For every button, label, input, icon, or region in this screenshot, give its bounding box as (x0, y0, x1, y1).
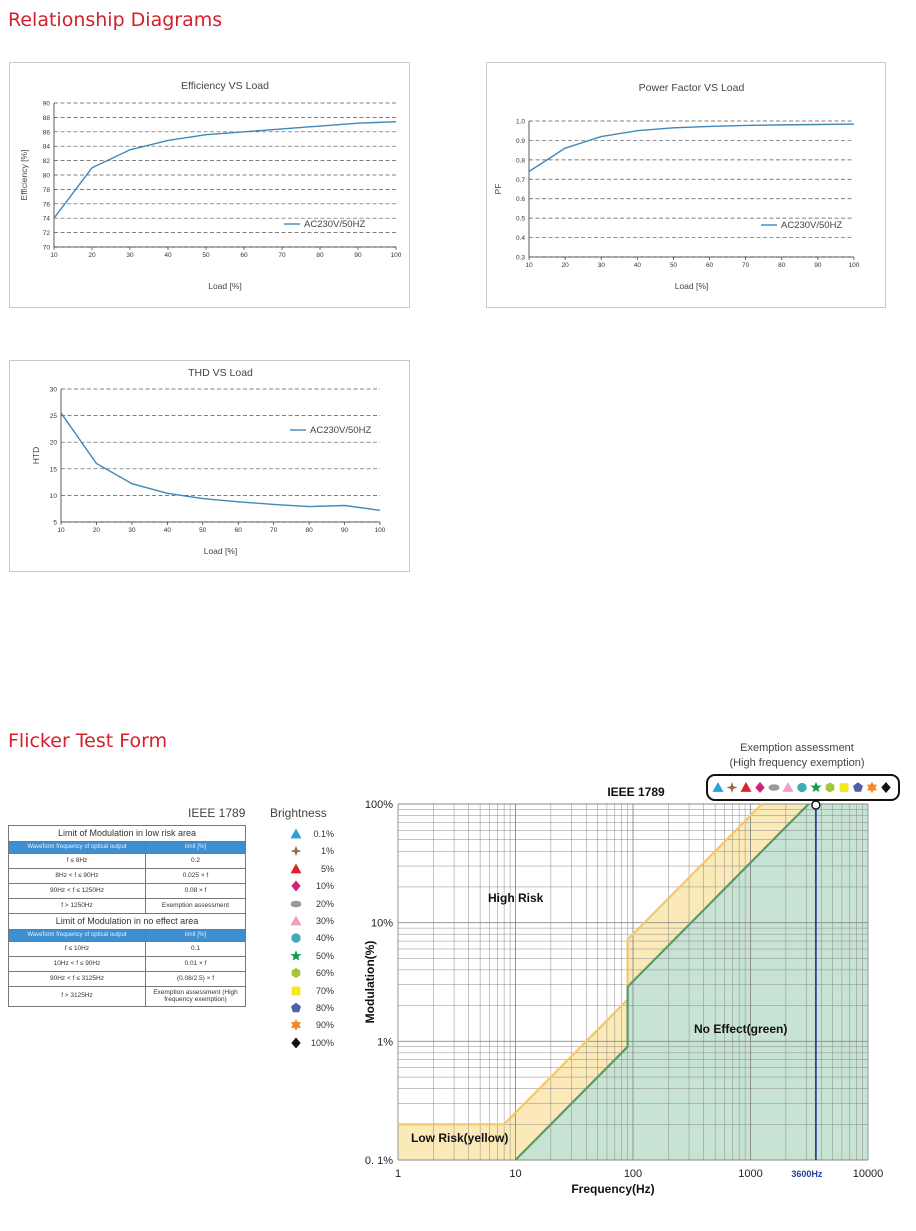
col-header-frequency: Waveform frequency of optical output (9, 842, 146, 854)
x-tick-label: 10 (57, 527, 65, 534)
brightness-item (286, 983, 342, 1000)
exemption-title-line2: (High frequency exemption) (729, 757, 865, 769)
y-tick-label: 80 (42, 172, 50, 180)
y-tick-label: 10 (49, 492, 57, 500)
y-tick-label: 74 (42, 215, 50, 223)
ieee-1789-chart (356, 780, 896, 1200)
brightness-item (286, 965, 342, 982)
x-tick-label: 10 (50, 252, 58, 259)
high-risk-label: High Risk (488, 891, 544, 905)
table-cell: f ≤ 8Hz (9, 854, 146, 869)
brightness-item (286, 948, 342, 965)
brightness-label: 10% (315, 881, 334, 892)
power-factor-chart-panel (486, 62, 886, 308)
x-tick-label: 100 (848, 262, 860, 269)
x-tick-label: 40 (633, 262, 641, 269)
ieee-chart-title: IEEE 1789 (607, 785, 665, 799)
relationship-diagrams-title: Relationship Diagrams (8, 9, 223, 31)
y-tick-label: 10% (370, 917, 393, 930)
y-tick-label: 0. 1% (364, 1155, 393, 1167)
table-cell: f > 1250Hz (9, 899, 146, 914)
no-effect-table-title: Limit of Modulation in no effect area (9, 914, 246, 930)
brightness-label: 90% (315, 1020, 334, 1031)
brightness-item (286, 1017, 342, 1034)
brightness-symbol (288, 844, 304, 858)
brightness-marker-icon (291, 915, 302, 925)
x-tick-label: 10000 (852, 1168, 884, 1180)
brightness-item (286, 878, 342, 895)
x-tick-label: 20 (92, 527, 101, 534)
y-axis-label: HTD (31, 446, 41, 465)
x-tick-label: 90 (814, 262, 822, 269)
table-cell: 0.2 (146, 854, 246, 869)
x-tick-label: 30 (126, 252, 134, 259)
chart-title: Power Factor VS Load (638, 82, 745, 94)
brightness-marker-icon (292, 968, 301, 978)
thd-chart-panel (9, 360, 410, 572)
y-tick-label: 0.8 (515, 157, 525, 165)
brightness-label: 5% (320, 863, 334, 874)
low-risk-table-title: Limit of Modulation in low risk area (9, 826, 246, 842)
no-effect-label: No Effect(green) (694, 1022, 788, 1036)
legend-label: AC230V/50HZ (781, 220, 843, 231)
x-tick-label: 30 (597, 262, 605, 269)
x-tick-label: 50 (199, 527, 207, 534)
x-tick-label: 80 (778, 262, 786, 269)
brightness-marker-icon (291, 900, 302, 907)
brightness-marker-icon (291, 829, 302, 839)
brightness-marker-icon (292, 986, 301, 995)
x-tick-label: 30 (128, 527, 136, 534)
brightness-symbol (288, 1001, 304, 1015)
exemption-title-line1: Exemption assessment (740, 742, 854, 754)
x-tick-label: 70 (742, 262, 750, 269)
x-tick-label: 50 (202, 252, 210, 259)
flicker-limits-table (8, 825, 246, 1007)
table-cell: 90Hz < f ≤ 1250Hz (9, 884, 146, 899)
efficiency-chart (10, 63, 409, 307)
x-tick-label: 100 (390, 252, 402, 259)
brightness-item (286, 826, 342, 843)
y-tick-label: 86 (42, 129, 50, 137)
table-cell: (0.08/2.5) × f (146, 972, 246, 987)
y-tick-label: 0.9 (515, 137, 525, 145)
x-tick-label: 10 (525, 262, 533, 269)
y-tick-label: 25 (49, 413, 57, 421)
y-tick-label: 0.3 (515, 254, 525, 262)
y-axis-label: Efficiency [%] (19, 149, 29, 201)
table-cell: f > 3125Hz (9, 987, 146, 1007)
y-tick-label: 76 (42, 201, 50, 209)
y-tick-label: 5 (53, 519, 57, 527)
brightness-label: 80% (315, 1002, 334, 1013)
brightness-legend (286, 826, 342, 1052)
y-tick-label: 84 (42, 143, 50, 151)
legend-label: AC230V/50HZ (304, 219, 366, 230)
brightness-label: 40% (315, 933, 334, 944)
brightness-label: 50% (315, 950, 334, 961)
brightness-symbol (288, 914, 304, 928)
y-tick-label: 0.4 (515, 235, 525, 243)
low-risk-label: Low Risk(yellow) (411, 1131, 509, 1145)
brightness-marker-icon (291, 950, 302, 960)
x-tick-label: 90 (340, 527, 349, 534)
y-tick-label: 78 (42, 186, 50, 194)
x-tick-label: 60 (240, 252, 248, 259)
series-line (529, 124, 854, 171)
brightness-title: Brightness (270, 806, 327, 820)
table-cell: 10Hz < f ≤ 90Hz (9, 957, 146, 972)
x-tick-label: 40 (163, 527, 171, 534)
x-tick-label: 10 (509, 1168, 522, 1180)
brightness-label: 100% (310, 1037, 334, 1048)
y-axis-label: Modulation(%) (363, 940, 377, 1024)
table-cell: 0.01 × f (146, 957, 246, 972)
efficiency-chart-panel (9, 62, 410, 308)
y-tick-label: 0.6 (515, 196, 525, 204)
y-tick-label: 0.7 (515, 176, 525, 184)
y-tick-label: 72 (42, 230, 50, 238)
x-axis-label: Load [%] (674, 281, 709, 291)
y-tick-label: 82 (42, 158, 50, 166)
y-tick-label: 88 (42, 114, 50, 122)
y-tick-label: 0.5 (515, 215, 525, 223)
x-axis-label: Load [%] (208, 281, 242, 291)
brightness-marker-icon (291, 1020, 301, 1032)
x-tick-label: 80 (305, 527, 313, 534)
power-factor-chart (487, 63, 885, 307)
brightness-marker-icon (291, 934, 300, 943)
brightness-label: 30% (315, 915, 334, 926)
x-tick-label: 20 (561, 262, 569, 269)
y-tick-label: 70 (42, 244, 50, 252)
flicker-test-form-title: Flicker Test Form (8, 730, 168, 752)
brightness-item (286, 930, 342, 947)
x-tick-label: 40 (164, 252, 172, 259)
col-header-limit: limit [%] (146, 842, 246, 854)
y-tick-label: 20 (49, 439, 57, 447)
brightness-label: 20% (315, 898, 334, 909)
table-cell: 0.08 × f (146, 884, 246, 899)
marker-label: 3600Hz (791, 1169, 823, 1179)
y-tick-label: 1% (377, 1036, 393, 1049)
x-tick-label: 70 (278, 252, 286, 259)
table-cell: 90Hz < f ≤ 3125Hz (9, 972, 146, 987)
table-cell: Exemption assessment (146, 899, 246, 914)
exemption-title (712, 741, 882, 771)
brightness-label: 0.1% (313, 829, 334, 839)
brightness-symbol (288, 1036, 304, 1050)
x-tick-label: 70 (270, 527, 278, 534)
brightness-item (286, 1035, 342, 1052)
ieee-1789-label: IEEE 1789 (188, 806, 246, 820)
x-tick-label: 60 (234, 527, 242, 534)
table-cell: 0.025 × f (146, 869, 246, 884)
brightness-symbol (288, 966, 304, 980)
brightness-label: 60% (315, 968, 334, 979)
y-tick-label: 90 (42, 100, 50, 108)
x-tick-label: 80 (316, 252, 324, 259)
x-tick-label: 100 (374, 527, 386, 534)
y-tick-label: 15 (49, 466, 57, 474)
brightness-item (286, 913, 342, 930)
y-tick-label: 1.0 (515, 118, 525, 126)
y-axis-label: PF (493, 183, 503, 195)
brightness-marker-icon (291, 863, 302, 873)
brightness-symbol (288, 949, 304, 963)
x-tick-label: 50 (669, 262, 678, 269)
table-cell: f ≤ 10Hz (9, 942, 146, 957)
brightness-item (286, 896, 342, 913)
y-tick-label: 30 (49, 386, 57, 394)
table-cell: 0.1 (146, 942, 246, 957)
col-header-limit: limit [%] (146, 930, 246, 942)
brightness-label: 70% (315, 985, 334, 996)
brightness-symbol (288, 897, 304, 911)
brightness-symbol (288, 1018, 304, 1032)
x-tick-label: 20 (88, 252, 96, 259)
x-tick-label: 1000 (738, 1168, 763, 1180)
brightness-symbol (288, 931, 304, 945)
brightness-item (286, 861, 342, 878)
y-tick-label: 100% (364, 799, 393, 811)
brightness-label: 1% (320, 846, 334, 857)
x-axis-label: Frequency(Hz) (571, 1182, 655, 1196)
brightness-symbol (288, 862, 304, 876)
chart-title: THD VS Load (188, 367, 253, 379)
brightness-marker-icon (291, 1037, 300, 1048)
x-tick-label: 90 (354, 252, 362, 259)
legend-label: AC230V/50HZ (310, 425, 372, 436)
col-header-frequency: Waveform frequency of optical output (9, 930, 146, 942)
brightness-marker-icon (291, 846, 302, 857)
brightness-marker-icon (291, 1003, 301, 1012)
brightness-symbol (288, 984, 304, 998)
marker-circle (812, 801, 820, 809)
brightness-item (286, 843, 342, 860)
brightness-symbol (288, 827, 304, 841)
table-cell: Exemption assessment (High frequency exemption) (146, 987, 246, 1007)
table-cell: 8Hz < f ≤ 90Hz (9, 869, 146, 884)
thd-chart (10, 361, 409, 571)
chart-title: Efficiency VS Load (181, 80, 269, 92)
brightness-symbol (288, 879, 304, 893)
x-axis-label: Load [%] (203, 546, 238, 556)
x-tick-label: 1 (394, 1168, 402, 1180)
x-tick-label: 60 (705, 262, 714, 269)
x-tick-label: 100 (623, 1168, 643, 1180)
brightness-item (286, 1000, 342, 1017)
brightness-marker-icon (291, 881, 300, 892)
